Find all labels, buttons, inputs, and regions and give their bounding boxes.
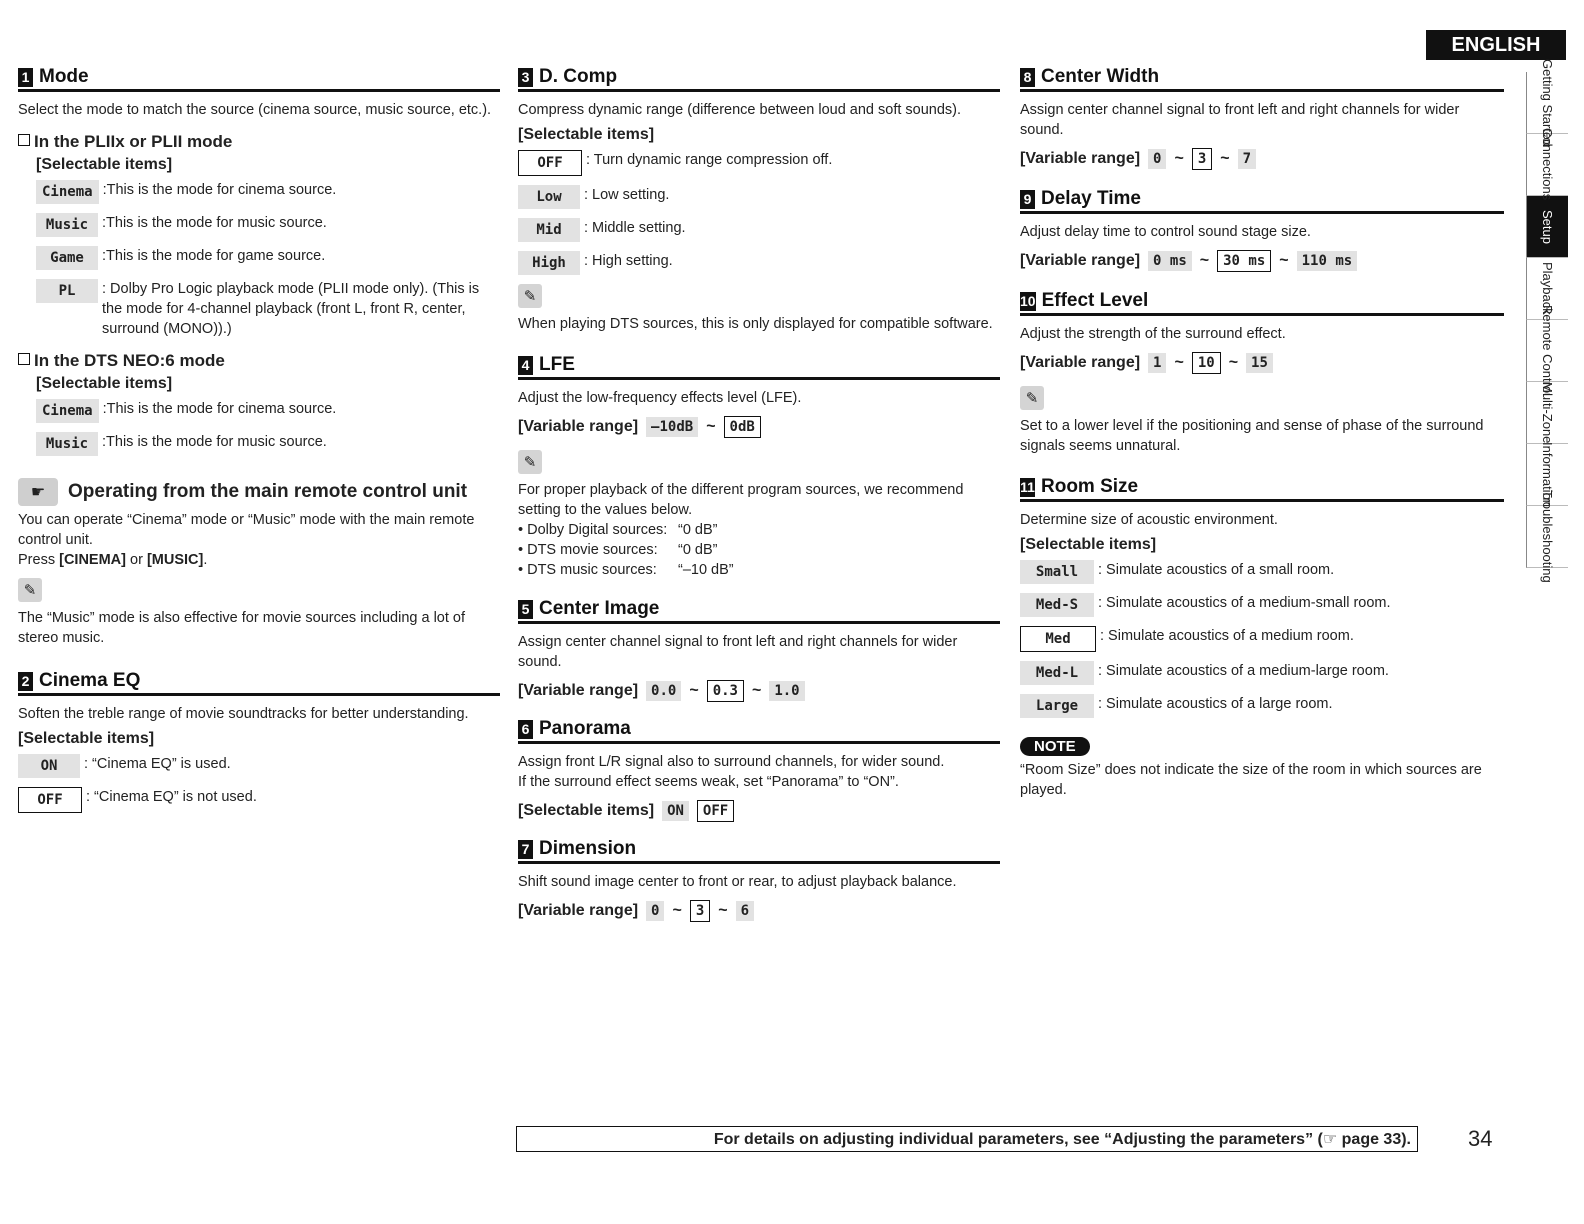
section-panorama-heading: 6 Panorama [518,718,1000,744]
remote-control-icon: ☛ [18,478,58,506]
center-image-range: [Variable range] 0.0 ~ 0.3 ~ 1.0 [518,680,1000,702]
tab-multi-zone[interactable]: Multi-Zone [1526,382,1568,444]
list-item: Small : Simulate acoustics of a small room. [1020,560,1504,584]
list-item: OFF : Turn dynamic range compression off. [518,150,1000,176]
section-delay-time-heading: 9 Delay Time [1020,188,1504,214]
tab-connections[interactable]: Connections [1526,134,1568,196]
checkbox-icon [18,353,30,365]
pencil-icon: ✎ [518,284,542,308]
pencil-icon: ✎ [1020,386,1044,410]
section-mode-heading: 1 Mode [18,66,500,92]
lfe-range: [Variable range] –10dB ~ 0dB [518,416,1000,438]
effect-level-range: [Variable range] 1 ~ 10 ~ 15 [1020,352,1504,374]
tab-setup[interactable]: Setup [1526,196,1568,258]
section-tabs [1526,58,1568,583]
list-item: Med : Simulate acoustics of a medium room. [1020,626,1504,652]
column-right: 8 Center Width Assign center channel signal to front left and right channels for wider sound. [Variable range] 0 ~ 3 ~ 7 9 Delay Time Adjust delay time to control sound stage size. [Variable range] 0 ms ~ 30 ms ~ 110 ms 10 Effect Level Adjust the strength of the surround effect. [Variable range] 1 ~ 10 ~ 15 ✎ Set to a lower level if the positioning and sense of phase of the surround signals seems unnatural. 11 Room Size Determine size of acoustic environment. [Selectable items] Small : Simulate acoustics of a small room. Med-S : Simulate acoustics of a medium-small room. Med : Simulate acoustics of a medium room. Med-L : Simulate acoustics of a medium-large room. Large : Simulate acoustics of a large room. NOTE “Room Size” does not indicate the size of the room in which sources are played. [1020,66,1504,806]
language-label: ENGLISH [1426,30,1566,60]
pencil-icon: ✎ [18,578,42,602]
section-effect-level-heading: 10 Effect Level [1020,290,1504,316]
dimension-range: [Variable range] 0 ~ 3 ~ 6 [518,900,1000,922]
tab-troubleshooting[interactable]: Troubleshooting [1526,506,1568,568]
column-middle: 3 D. Comp Compress dynamic range (difference between loud and soft sounds). [Selectable items] OFF : Turn dynamic range compression off. Low : Low setting. Mid : Middle setting. High : High setting. ✎ When playing DTS sources, this is only displayed for compatible software. 4 LFE Adjust the low-frequency effects level (LFE). [Variable range] –10dB ~ 0dB ✎ For proper playback of the different program sources, we recommend setting to the values below. • Dolby Digital sources: “0 dB” • DTS movie sources: “0 dB” • DTS music sources: “–10 dB” 5 Center Image Assign center channel signal to front left and right channels for wider sound. [Variable range] 0.0 ~ 0.3 ~ 1.0 6 Panorama Assign front L/R signal also to surround channels, for wider sound. If the surround effect seems weak, set “Panorama” to “ON”. [Selectable items] ON OFF 7 Dimension Shift sound image center to front or rear, to adjust playback balance. [Variable range] 0 ~ 3 ~ 6 [518,66,1000,934]
tab-getting-started[interactable]: Getting Started [1526,72,1568,134]
center-width-range: [Variable range] 0 ~ 3 ~ 7 [1020,148,1504,170]
section-lfe-heading: 4 LFE [518,354,1000,380]
list-item: Mid : Middle setting. [518,218,1000,242]
tab-playback[interactable]: Playback [1526,258,1568,320]
panorama-items: [Selectable items] ON OFF [518,800,1000,822]
tab-information[interactable]: Information [1526,444,1568,506]
list-item: Med-S : Simulate acoustics of a medium-small room. [1020,593,1504,617]
remote-heading: ☛ Operating from the main remote control unit [18,478,500,506]
list-item: Game :This is the mode for game source. [36,246,500,270]
list-item: Med-L : Simulate acoustics of a medium-large room. [1020,661,1504,685]
section-center-width-heading: 8 Center Width [1020,66,1504,92]
list-item: High : High setting. [518,251,1000,275]
column-left: 1 Mode Select the mode to match the source (cinema source, music source, etc.). In the PLIIx or PLII mode [Selectable items] Cinema :This is the mode for cinema source. Music :This is the mode for music source. Game :This is the mode for game source. PL : Dolby Pro Logic playback mode (PLII mode only). (This is the mode for 4-channel playback (front L, front R, center, surround (MONO)).) In the DTS NEO:6 mode [Selectable items] Cinema :This is the mode for cinema source. Music :This is the mode for music source. ☛ Operating from the main remote control unit You can operate “Cinema” mode or “Music” mode with the main remote control unit. Press [CINEMA] or [MUSIC]. ✎ The “Music” mode is also effective for movie sources including a lot of stereo music. 2 Cinema EQ Soften the treble range of movie soundtracks for better understanding. [Selectable items] ON : “Cinema EQ” is used. OFF : “Cinema EQ” is not used. [18,66,500,822]
checkbox-icon [18,134,30,146]
section-dcomp-heading: 3 D. Comp [518,66,1000,92]
remote-desc: You can operate “Cinema” mode or “Music” mode with the main remote control unit. [18,512,475,548]
list-item: OFF : “Cinema EQ” is not used. [18,787,500,813]
remote-note: The “Music” mode is also effective for movie sources including a lot of stereo music. [18,610,466,646]
list-item: ON : “Cinema EQ” is used. [18,754,500,778]
tab-remote-control[interactable]: Remote Control [1526,320,1568,382]
lfe-recommended-list: • Dolby Digital sources: “0 dB” • DTS movie sources: “0 dB” • DTS music sources: “–10 dB” [518,522,734,578]
delay-time-range: [Variable range] 0 ms ~ 30 ms ~ 110 ms [1020,250,1504,272]
note-badge: NOTE [1020,737,1090,756]
page-number: 34 [1468,1126,1493,1151]
list-item: Low : Low setting. [518,185,1000,209]
section-room-size-heading: 11 Room Size [1020,476,1504,502]
list-item: Music :This is the mode for music source. [36,432,500,456]
section-cinema-eq-heading: 2 Cinema EQ [18,670,500,696]
pencil-icon: ✎ [518,450,542,474]
list-item: Large : Simulate acoustics of a large room. [1020,694,1504,718]
section-dimension-heading: 7 Dimension [518,838,1000,864]
list-item: Music :This is the mode for music source. [36,213,500,237]
list-item: Cinema :This is the mode for cinema source. [36,180,500,204]
section-center-image-heading: 5 Center Image [518,598,1000,624]
plii-heading: In the PLIIx or PLII mode [18,132,500,152]
footer-reference: For details on adjusting individual parameters, see “Adjusting the parameters” (☞ page 33). [516,1126,1418,1152]
mode-desc: Select the mode to match the source (cinema source, music source, etc.). [18,102,492,118]
list-item: Cinema :This is the mode for cinema source. [36,399,500,423]
list-item: PL : Dolby Pro Logic playback mode (PLII mode only). (This is the mode for 4-channel playback (front L, front R, center, surround (MONO)).) [36,279,500,339]
dts-heading: In the DTS NEO:6 mode [18,351,500,371]
